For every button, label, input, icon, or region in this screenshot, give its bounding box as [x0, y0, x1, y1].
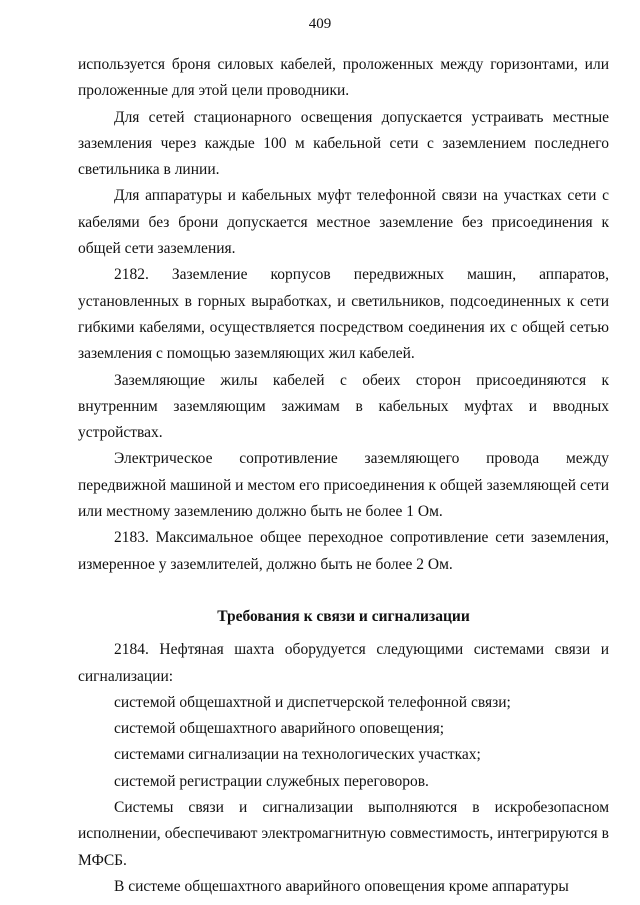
paragraph-grounding-cores: Заземляющие жилы кабелей с обеих сторон присоединяются к внутренним заземляющим зажимам в кабельных муфтах и вводных устройствах.: [78, 371, 609, 442]
paragraph-2184: 2184. Нефтяная шахта оборудуется следующими системами связи и сигнализации:: [78, 641, 609, 685]
paragraph-resistance-limit: Электрическое сопротивление заземляющего провода между передвижной машиной и местом его присоединения к общей заземляющей сети или местному заземлению должно быть не более 1 Ом.: [78, 450, 609, 521]
paragraph-continuation: используется броня силовых кабелей, проложенных между горизонтами, или проложенные для этой цели проводники.: [78, 56, 609, 100]
section-heading: Требования к связи и сигнализации: [217, 607, 470, 625]
paragraph-2183: 2183. Максимальное общее переходное сопротивление сети заземления, измеренное у заземлителей, должно быть не более 2 Ом.: [78, 529, 609, 573]
page-number: 409: [308, 16, 332, 32]
list-item: системой регистрации служебных переговоров.: [114, 772, 429, 790]
document-body: [78, 52, 609, 900]
paragraph-lighting-grounding: Для сетей стационарного освещения допускается устраивать местные заземления через каждые 100 м кабельной сети с заземлением последнего светильника в линии.: [78, 108, 609, 179]
list-item: системами сигнализации на технологических участках;: [114, 746, 481, 764]
paragraph-telephone-grounding: Для аппаратуры и кабельных муфт телефонной связи на участках сети с кабелями без брони допускается местное заземление без присоединения к общей сети заземления.: [78, 187, 609, 258]
paragraph-intrinsic-safety: Системы связи и сигнализации выполняются в искробезопасном исполнении, обеспечивают электромагнитную совместимость, интегрируются в МФСБ.: [78, 799, 609, 869]
paragraph-2182: 2182. Заземление корпусов передвижных машин, аппаратов, установленных в горных выработках, и светильников, подсоединенных к сети гибкими кабелями, осуществляется посредством соединения их с общей сетью заземления с помощью заземляющих жил кабелей.: [78, 266, 609, 363]
list-item: системой общешахтной и диспетчерской телефонной связи;: [114, 693, 511, 711]
list-item: системой общешахтного аварийного оповещения;: [114, 720, 445, 738]
paragraph-alert-system: В системе общешахтного аварийного оповещения кроме аппаратуры: [114, 877, 569, 895]
